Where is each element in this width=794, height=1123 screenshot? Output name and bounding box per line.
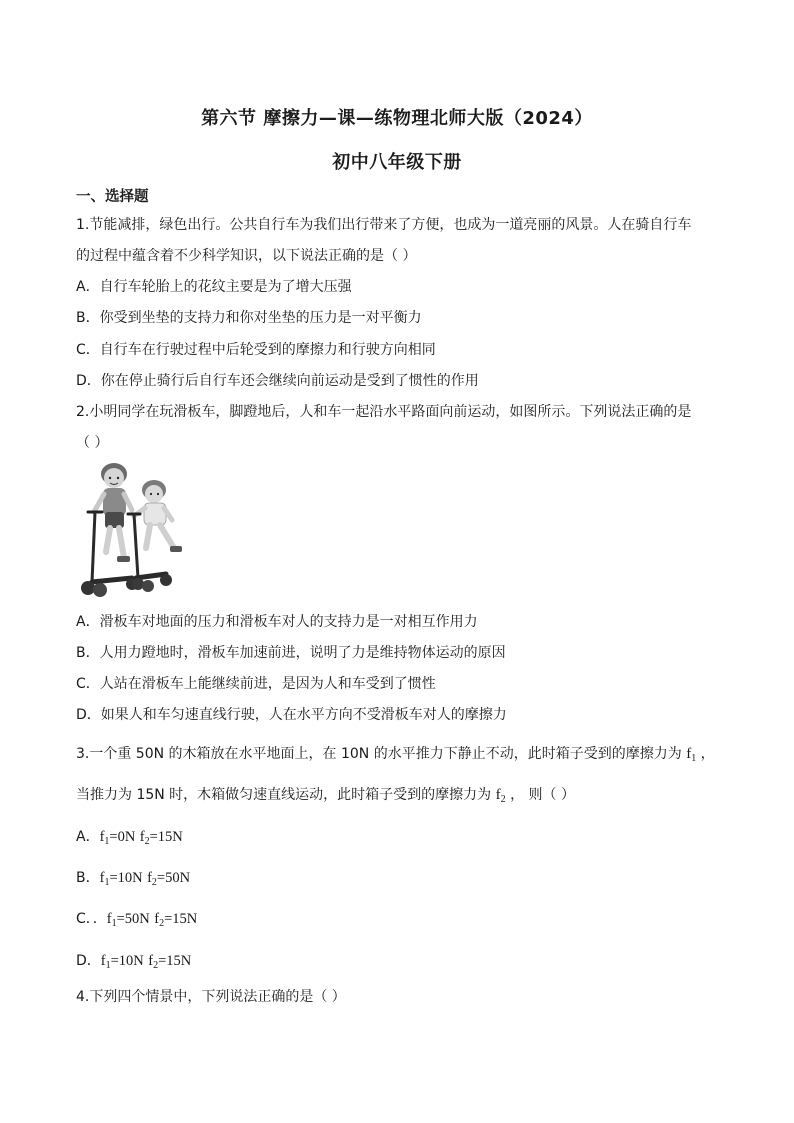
f1-value: =10N xyxy=(110,953,144,969)
f1-value: =0N xyxy=(109,829,136,845)
f1-value: =50N xyxy=(116,911,150,927)
subscript-1: 1 xyxy=(691,753,697,764)
subscript-2: 2 xyxy=(500,794,506,805)
section-heading: 一、选择题 xyxy=(76,189,149,205)
friction-symbol-f2: f xyxy=(495,787,501,803)
f2-value: =15N xyxy=(164,911,198,927)
f-letter: f xyxy=(99,829,105,845)
f2-value: =50N xyxy=(156,870,191,886)
question-2-option-b: B．人用力蹬地时，滑板车加速前进，说明了力是维持物体运动的原因 xyxy=(76,645,506,661)
f-letter: f xyxy=(148,953,154,969)
f-letter: f xyxy=(100,953,106,969)
option-label: B． xyxy=(76,870,100,886)
f2-value: =15N xyxy=(158,953,192,969)
option-label: C．． xyxy=(76,911,107,927)
question-1-option-c: C．自行车在行驶过程中后轮受到的摩擦力和行驶方向相同 xyxy=(76,342,436,358)
question-3-stem-line-2-suffix: ， 则（ ） xyxy=(505,787,575,803)
f1-value: =10N xyxy=(109,870,143,886)
question-3-stem-line-2-text: 当推力为 15N 时，木箱做匀速直线运动，此时箱子受到的摩擦力为 xyxy=(76,787,496,803)
question-1-option-a: A．自行车轮胎上的花纹主要是为了增大压强 xyxy=(76,279,352,295)
subscript: 1 xyxy=(105,960,111,971)
question-2-option-a: A．滑板车对地面的压力和滑板车对人的支持力是一对相互作用力 xyxy=(76,614,478,630)
child-right-figure xyxy=(134,480,182,552)
f-letter: f xyxy=(106,911,112,927)
f-letter: f xyxy=(154,911,160,927)
subscript: 2 xyxy=(151,877,157,888)
page-subtitle: 初中八年级下册 xyxy=(332,152,462,173)
friction-symbol-f1: f xyxy=(686,746,692,762)
f-letter: f xyxy=(99,870,105,886)
question-3-stem-line-2 xyxy=(76,786,575,806)
subscript: 1 xyxy=(104,877,110,888)
scooter-children-illustration xyxy=(74,456,188,602)
question-4-stem: 4.下列四个情景中，下列说法正确的是（ ） xyxy=(76,989,346,1005)
question-3-stem-line-1-suffix: ， xyxy=(696,746,715,762)
subscript: 2 xyxy=(153,960,159,971)
question-3-option-c xyxy=(76,910,197,930)
question-1-stem-line-2: 的过程中蕴含着不少科学知识，以下说法正确的是（ ） xyxy=(76,248,417,264)
f-letter: f xyxy=(147,870,152,886)
f2-value: =15N xyxy=(149,829,183,845)
question-3-option-a xyxy=(76,828,183,848)
subscript: 1 xyxy=(111,918,117,929)
question-3-option-b xyxy=(76,869,190,889)
question-1-option-b: B．你受到坐垫的支持力和你对坐垫的压力是一对平衡力 xyxy=(76,310,422,326)
f-letter: f xyxy=(139,829,145,845)
page-title: 第六节 摩擦力—课—练物理北师大版（2024） xyxy=(201,108,593,129)
question-1-option-d: D．你在停止骑行后自行车还会继续向前运动是受到了惯性的作用 xyxy=(76,373,479,389)
question-2-option-d: D．如果人和车匀速直线行驶，人在水平方向不受滑板车对人的摩擦力 xyxy=(76,707,507,723)
question-2-stem-line-1: 2.小明同学在玩滑板车，脚蹬地后，人和车一起沿水平路面向前运动，如图所示。下列说法正确的是 xyxy=(76,404,692,420)
subscript: 2 xyxy=(144,836,150,847)
subscript: 1 xyxy=(104,836,110,847)
question-2-stem-line-2: （ ） xyxy=(76,435,109,451)
question-2-option-c: C．人站在滑板车上能继续前进，是因为人和车受到了惯性 xyxy=(76,676,436,692)
subscript: 2 xyxy=(159,918,165,929)
question-3-stem-line-1 xyxy=(76,745,715,765)
question-3-option-d xyxy=(76,952,191,972)
option-label: D． xyxy=(76,953,101,969)
question-1-stem-line-1: 1.节能减排，绿色出行。公共自行车为我们出行带来了方便，也成为一道亮丽的风景。人在骑自行车 xyxy=(76,217,692,233)
question-3-stem-line-1-text: 3.一个重 50N 的木箱放在水平地面上，在 10N 的水平推力下静止不动，此时箱子受到的摩擦力为 xyxy=(76,746,687,762)
option-label: A． xyxy=(76,829,100,845)
